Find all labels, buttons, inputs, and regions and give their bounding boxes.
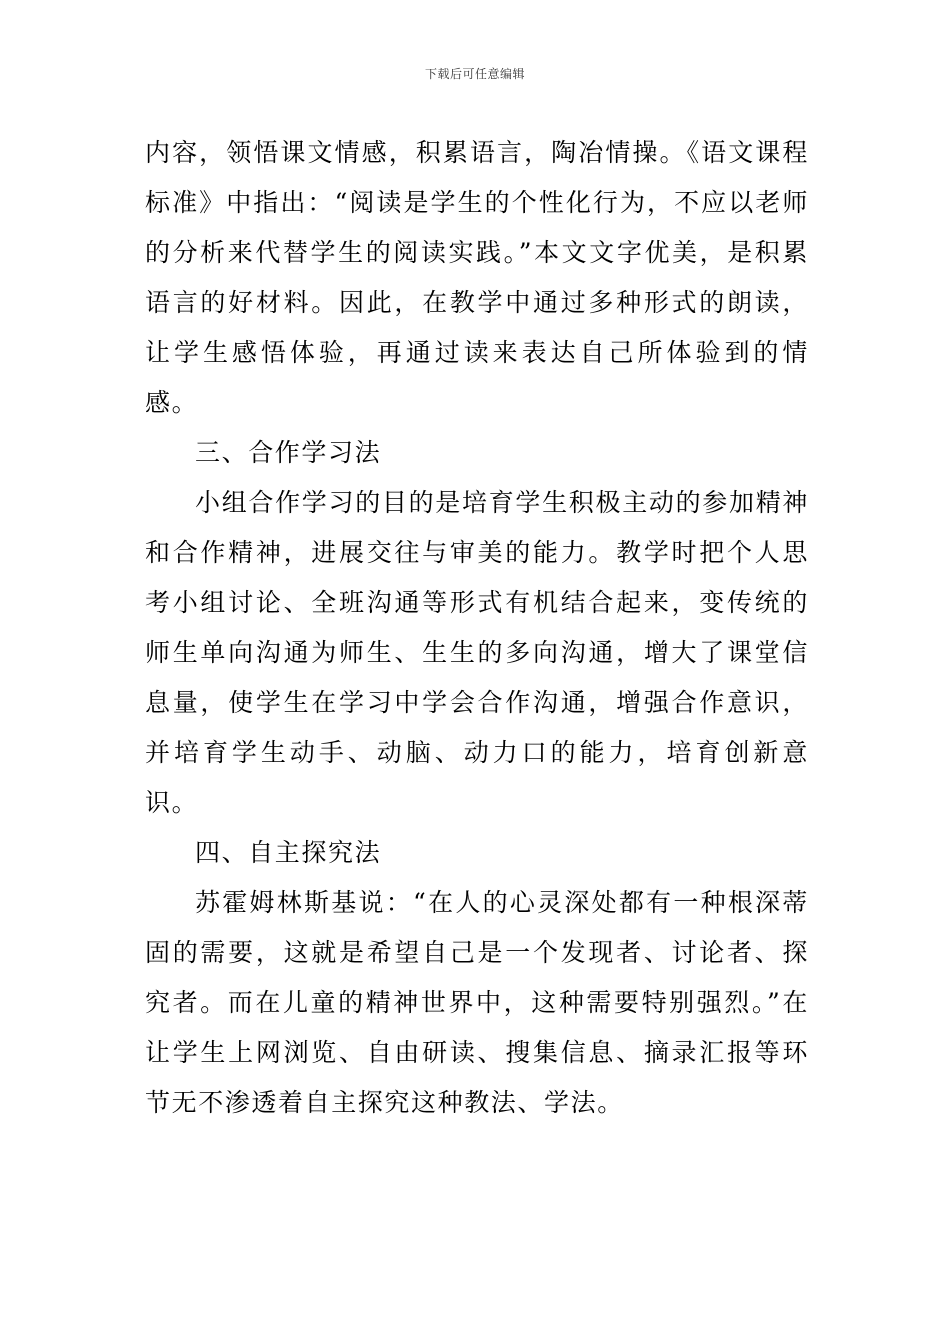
paragraph-independent-inquiry: 苏霍姆林斯基说：“在人的心灵深处都有一种根深蒂固的需要，这就是希望自己是一个发现者、讨论者、探究者。而在儿童的精神世界中，这种需要特别强烈。”在让学生上网浏览、自由研读、搜集信息、摘录汇报等环节无不渗透着自主探究这种教法、学法。 <box>145 888 809 1117</box>
paragraph-continued-text: 内容，领悟课文情感，积累语言，陶冶情操。《语文课程标准》中指出：“阅读是学生的个性化行为，不应以老师的分析来代替学生的阅读实践。”本文文字优美，是积累语言的好材料。因此，在教学中通过多种形式的朗读，让学生感悟体验，再通过读来表达自己所体验到的情感。 <box>145 138 809 417</box>
document-body <box>145 128 809 1128</box>
section-heading-cooperative-learning: 三、合作学习法 <box>195 438 382 467</box>
paragraph-cooperative-learning: 小组合作学习的目的是培育学生积极主动的参加精神和合作精神，进展交往与审美的能力。教学时把个人思考小组讨论、全班沟通等形式有机结合起来，变传统的师生单向沟通为师生、生生的多向沟通，增大了课堂信息量，使学生在学习中学会合作沟通，增强合作意识，并培育学生动手、动脑、动力口的能力，培育创新意识。 <box>145 488 809 817</box>
page-header: 下载后可任意编辑 <box>424 67 525 81</box>
section-heading-independent-inquiry: 四、自主探究法 <box>195 838 382 867</box>
